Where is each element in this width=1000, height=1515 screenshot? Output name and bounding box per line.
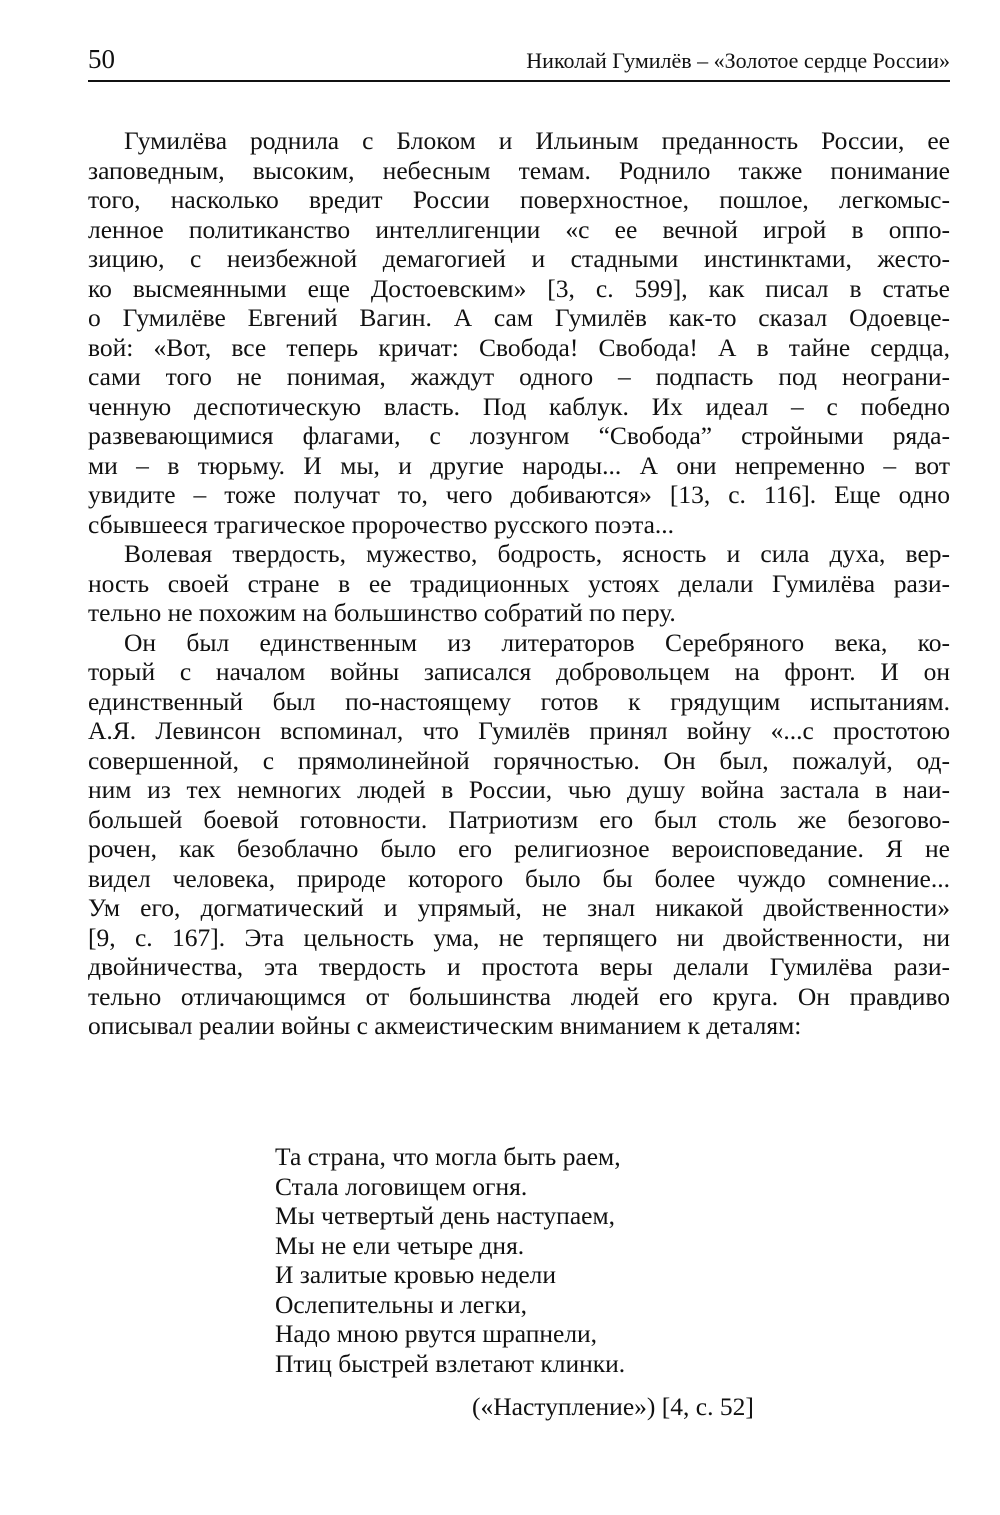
text-line: увидите – тоже получат то, чего добиваются» [13, с. 116]. Еще одно [88,480,950,509]
poem-quote [275,1142,815,1378]
text-line: торый с началом войны записался добровольцем на фронт. И он [88,657,950,686]
text-line: ность своей стране в ее традиционных устоях делали Гумилёва рази- [88,568,950,598]
poem-line: Ослепительны и легки, [275,1289,527,1319]
text-line: совершенной, с прямолинейной горячностью. Он был, пожалуй, од- [88,745,950,775]
page-number: 50 [88,44,115,74]
poem-line: Мы не ели четыре дня. [275,1230,525,1260]
poem-line: Надо мною рвутся шрапнели, [275,1319,598,1348]
text-line: Волевая твердость, мужество, бодрость, ясность и сила духа, вер- [124,539,950,568]
text-line: единственный был по-настоящему готов к грядущим испытаниям. [88,686,950,716]
text-line: заповедным, высоким, небесным темам. Роднило также понимание [88,155,950,185]
text-line: описывал реалии войны с акмеистическим вниманием к деталям: [88,1011,802,1040]
text-line: зицию, с неизбежной демагогией и стадными инстинктами, жесто- [88,244,950,273]
text-line: большей боевой готовности. Патриотизм его был столь же безогово- [88,804,950,834]
text-line: рочен, как безоблачно было его религиозное вероисповедание. Я не [88,834,950,863]
text-line: сбывшееся трагическое пророчество русского поэта... [88,509,675,539]
text-line: тельно отличающимся от большинства людей его круга. Он правдиво [88,981,950,1011]
text-line: ленное политиканство интеллигенции «с ее вечной игрой в оппо- [88,214,950,244]
text-line: развевающимися флагами, с лозунгом “Свобода” стройными ряда- [88,421,950,450]
text-line: А.Я. Левинсон вспоминал, что Гумилёв принял войну «...с простотою [88,716,950,745]
poem-line: Та страна, что могла быть раем, [275,1142,621,1171]
text-line: Ум его, догматический и упрямый, не знал никакой двойственности» [88,893,950,922]
text-line: ко высмеянными еще Достоевским» [3, с. 599], как писал в статье [88,273,950,303]
text-line: ним из тех немногих людей в России, чью душу война застала в наи- [88,775,950,804]
text-line: о Гумилёве Евгений Вагин. А сам Гумилёв как-то сказал Одоевце- [88,303,950,332]
text-line: Гумилёва роднила с Блоком и Ильиным преданность России, ее [124,126,950,155]
text-line: сами того не понимая, жаждут одного – подпасть под неограни- [88,362,950,391]
body-text [88,126,950,1041]
text-line: ми – в тюрьму. И мы, и другие народы... А они непременно – вот [88,450,950,480]
poem-line: Мы четвертый день наступаем, [275,1201,615,1230]
poem-line: Стала логовищем огня. [275,1171,528,1201]
text-line: Он был единственным из литераторов Серебряного века, ко- [124,627,950,657]
text-line: видел человека, природе которого было бы более чуждо сомнение... [88,863,950,893]
text-line: двойничества, эта твердость и простота веры делали Гумилёва рази- [88,952,950,981]
page-header [88,42,950,82]
text-line: тельно не похожим на большинство собратий по перу. [88,598,676,627]
running-title: Николай Гумилёв – «Золотое сердце России» [526,48,950,73]
text-line: [9, с. 167]. Эта цельность ума, не терпящего ни двойственности, ни [88,922,950,952]
poem-line: И залитые кровью недели [275,1260,557,1289]
text-line: того, насколько вредит России поверхностное, пошлое, легкомыс- [88,185,950,214]
poem-source-citation: («Наступление») [4, с. 52] [472,1392,754,1421]
poem-line: Птиц быстрей взлетают клинки. [275,1348,626,1378]
text-line: вой: «Вот, все теперь кричат: Свобода! Свобода! А в тайне сердца, [88,332,950,362]
text-line: ченную деспотическую власть. Под каблук. Их идеал – с победно [88,391,950,421]
